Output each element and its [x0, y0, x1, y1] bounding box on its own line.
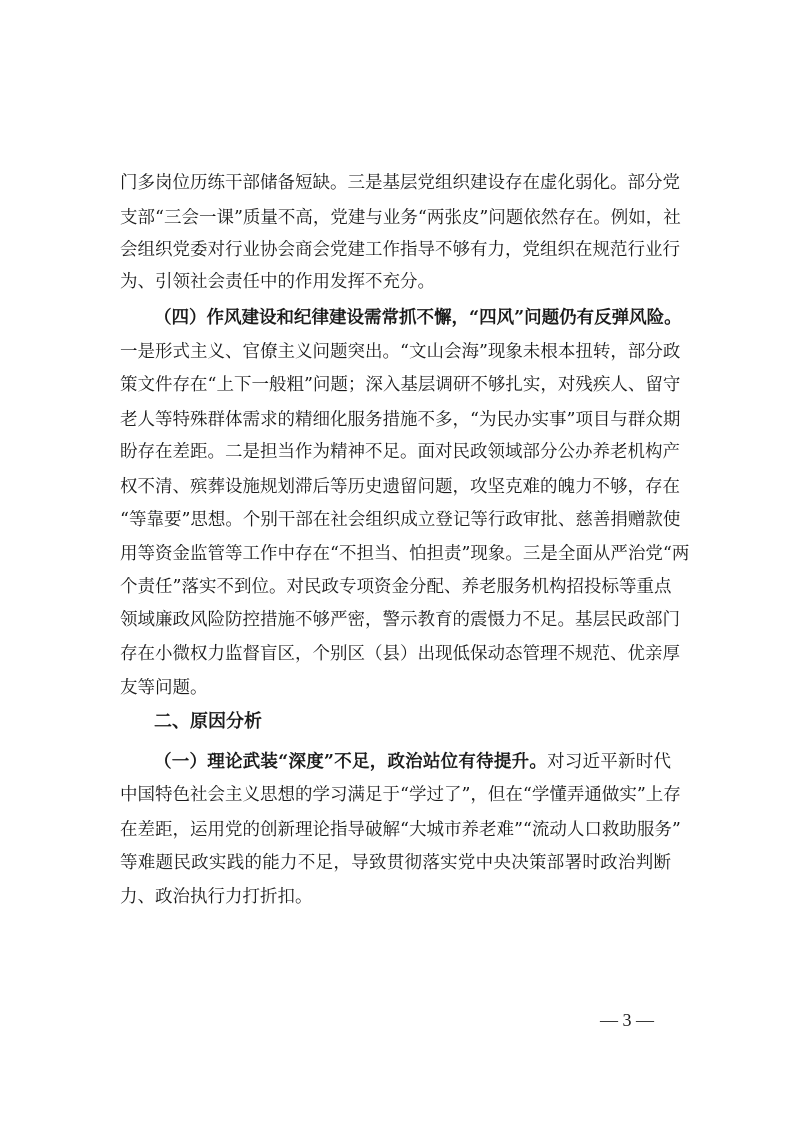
text-line — [120, 637, 680, 671]
body-text: 在差距，运用党的创新理论指导破解“大城市养老难”“流动人口救助服务” — [120, 820, 681, 840]
text-line — [154, 301, 682, 335]
body-text: 友等问题。 — [120, 678, 208, 698]
text-line — [120, 603, 680, 637]
heading-text: 二、原因分析 — [154, 711, 262, 732]
body-text: 领域廉政风险防控措施不够严密，警示教育的震慑力不足。基层民政部门 — [120, 610, 680, 630]
body-text: “等靠要”思想。个别干部在社会组织成立登记等行政审批、慈善捐赠款使 — [120, 510, 681, 530]
body-text: 中国特色社会主义思想的学习满足于“学过了”，但在“学懂弄通做实”上存 — [120, 785, 681, 805]
text-line — [120, 201, 681, 235]
body-text: 老人等特殊群体需求的精细化服务措施不多，“为民办实事”项目与群众期 — [120, 410, 681, 430]
text-line — [120, 880, 671, 914]
body-text: 会组织党委对行业协会商会党建工作指导不够有力，党组织在规范行业行 — [120, 240, 680, 260]
bold-subheading: （一）理论武装“深度”不足，政治站位有待提升。 — [154, 752, 548, 772]
text-line — [120, 813, 681, 847]
bold-subheading: （四）作风建设和纪律建设需常抓不懈，“四风”问题仍有反弹风险。 — [154, 308, 682, 328]
section-heading — [154, 705, 671, 739]
body-text: 对习近平新时代 — [547, 752, 671, 772]
text-line — [120, 846, 671, 880]
page-number: — 3 — — [600, 1010, 654, 1030]
body-text: 支部“三会一课”质量不高，党建与业务“两张皮”问题依然存在。例如，社 — [120, 208, 681, 228]
text-line — [120, 570, 671, 604]
body-text: 力、政治执行力打折扣。 — [120, 887, 313, 907]
body-text: 策文件存在“上下一般粗”问题；深入基层调研不够扎实，对残疾人、留守 — [120, 375, 681, 395]
body-text: 一是形式主义、官僚主义问题突出。“文山会海”现象未根本扭转，部分政 — [120, 342, 681, 362]
body-text: 存在小微权力监督盲区，个别区（县）出现低保动态管理不规范、优亲厚 — [120, 644, 680, 664]
text-line — [120, 537, 690, 571]
text-line — [120, 778, 681, 812]
text-line — [120, 368, 681, 402]
text-line — [120, 470, 680, 504]
body-text: 权不清、殡葬设施规划滞后等历史遗留问题，攻坚克难的魄力不够，存在 — [120, 477, 680, 497]
text-line — [120, 233, 680, 267]
body-text: 门多岗位历练干部储备短缺。三是基层党组织建设存在虚化弱化。部分党 — [120, 173, 680, 193]
text-line — [120, 503, 681, 537]
body-text: 为、引领社会责任中的作用发挥不充分。 — [120, 272, 435, 292]
text-line — [120, 265, 671, 299]
text-line — [120, 335, 681, 369]
body-text: 个责任”落实不到位。对民政专项资金分配、养老服务机构招投标等重点 — [120, 577, 672, 597]
text-line — [120, 671, 671, 705]
text-line — [120, 403, 681, 437]
body-text: 等难题民政实践的能力不足，导致贯彻落实党中央决策部署时政治判断 — [120, 853, 671, 873]
text-line — [120, 166, 680, 200]
text-line — [154, 745, 671, 779]
text-line — [120, 435, 680, 469]
body-text: 用等资金监管等工作中存在“不担当、怕担责”现象。三是全面从严治党“两 — [120, 544, 690, 564]
body-text: 盼存在差距。二是担当作为精神不足。面对民政领域部分公办养老机构产 — [120, 442, 680, 462]
